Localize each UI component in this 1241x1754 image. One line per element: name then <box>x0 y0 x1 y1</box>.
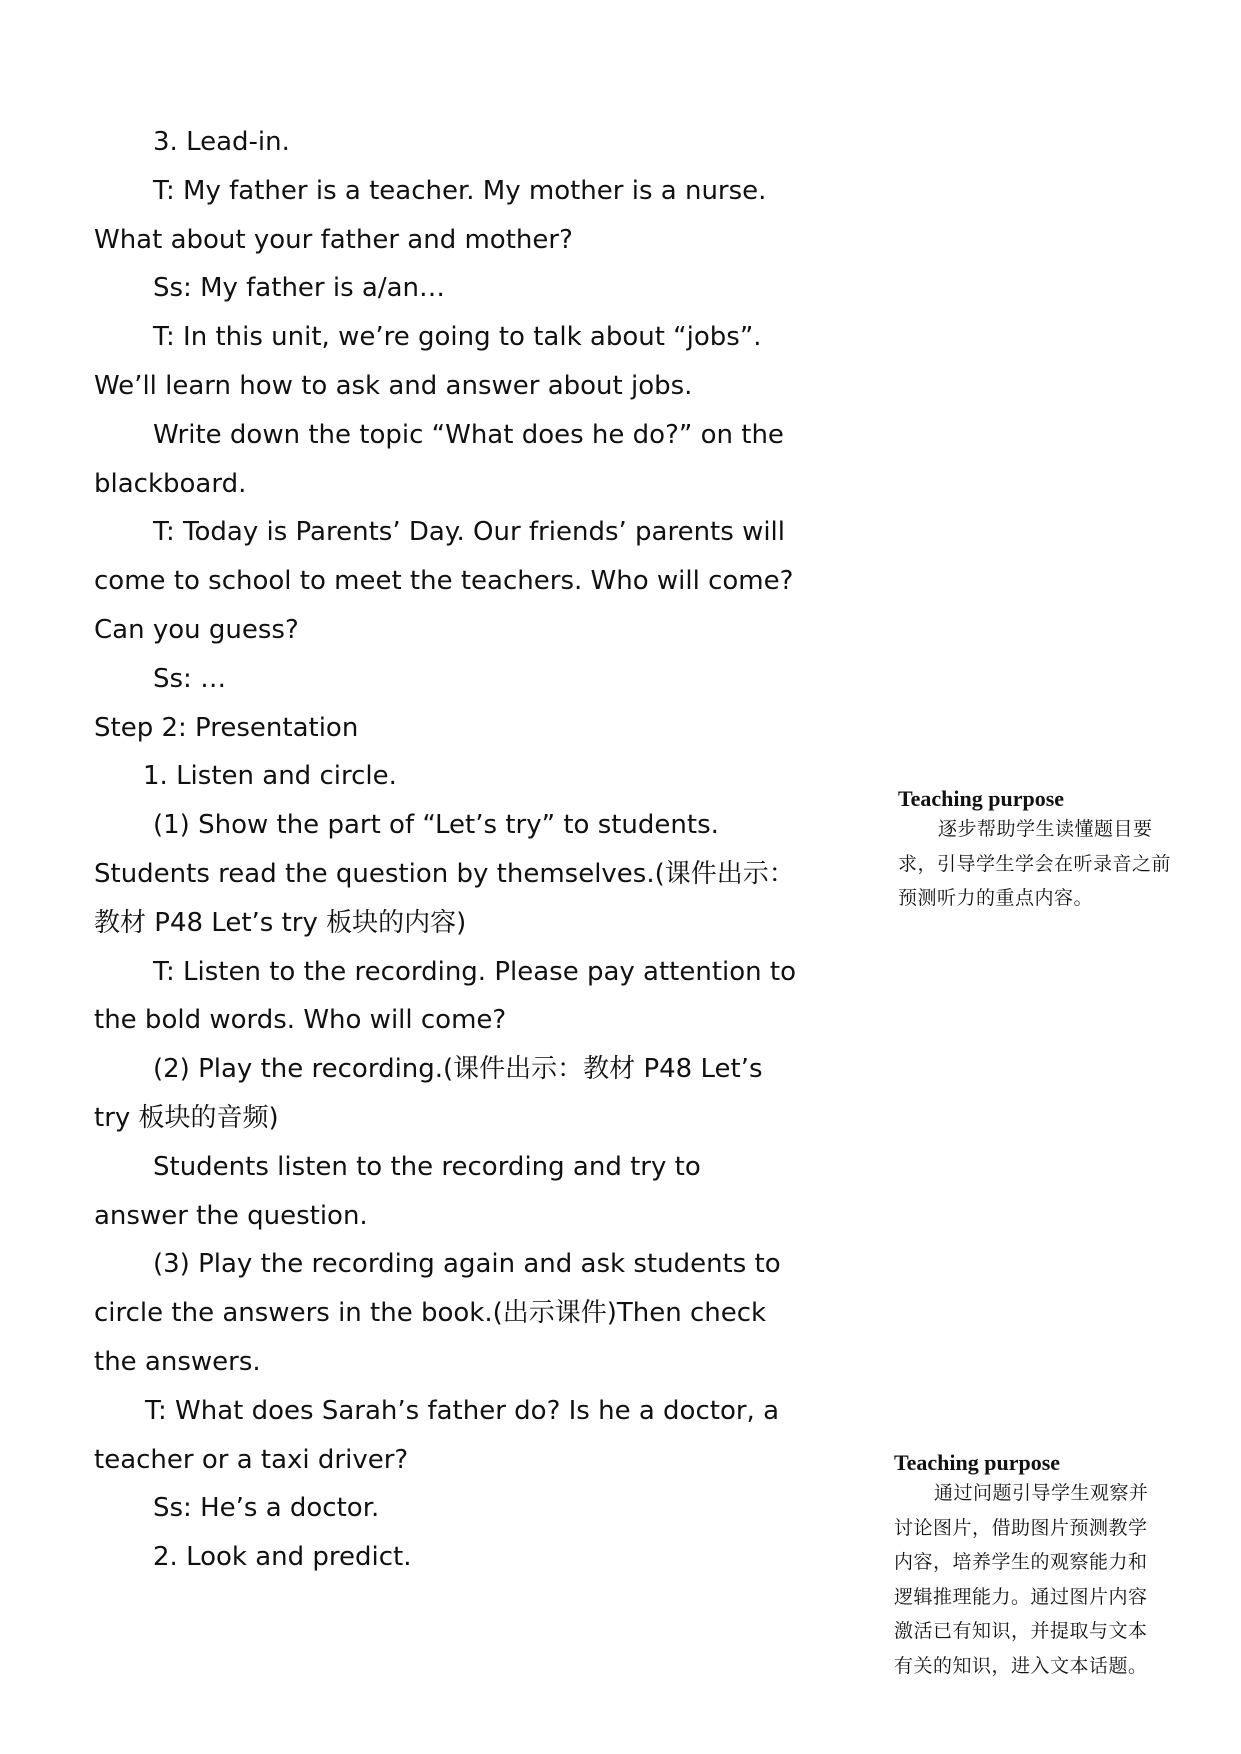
text-line: Write down the topic “What does he do?” on the <box>153 419 784 450</box>
text-line: T: Today is Parents’ Day. Our friends’ parents will <box>153 517 785 548</box>
note-body: 逐步帮助学生读懂题目要求，引导学生学会在听录音之前预测听力的重点内容。 <box>898 818 1172 910</box>
text-line: 2. Look and predict. <box>153 1542 412 1573</box>
text-line: What about your father and mother? <box>94 224 573 255</box>
text-line: teacher or a taxi driver? <box>94 1444 409 1475</box>
text-line: Ss: He’s a doctor. <box>153 1493 380 1524</box>
text-line: the bold words. Who will come? <box>94 1005 507 1036</box>
text-line: (1) Show the part of “Let’s try” to students. <box>153 810 719 841</box>
text-line: We’ll learn how to ask and answer about jobs. <box>94 370 693 401</box>
text-line: the answers. <box>94 1346 261 1377</box>
text-line: come to school to meet the teachers. Who will come? <box>94 566 794 597</box>
text-line: 3. Lead-in. <box>153 127 290 157</box>
section-heading: Step 2: Presentation <box>94 712 359 743</box>
text-line: Can you guess? <box>94 614 299 645</box>
teaching-purpose-note <box>894 1450 1162 1684</box>
text-line: Students listen to the recording and try to <box>153 1151 701 1182</box>
text-line: (3) Play the recording again and ask students to <box>153 1249 781 1280</box>
text-line: circle the answers in the book.(出示课件)Then check <box>94 1298 767 1329</box>
note-body: 通过问题引导学生观察并讨论图片，借助图片预测教学内容，培养学生的观察能力和逻辑推理能力。通过图片内容激活已有知识，并提取与文本有关的知识，进入文本话题。 <box>894 1482 1149 1677</box>
text-line: 教材 P48 Let’s try 板块的内容) <box>94 907 467 938</box>
text-line: Ss: My father is a/an… <box>153 273 446 304</box>
text-line: 1. Listen and circle. <box>143 761 397 792</box>
note-heading: Teaching purpose <box>898 786 1065 811</box>
text-line: blackboard. <box>94 468 247 499</box>
text-line: try 板块的音频) <box>94 1102 279 1133</box>
text-line: T: What does Sarah’s father do? Is he a doctor, a <box>145 1395 780 1426</box>
text-line: T: My father is a teacher. My mother is a nurse. <box>153 175 767 206</box>
teaching-purpose-note <box>898 786 1188 916</box>
text-line: Students read the question by themselves.(课件出示： <box>94 858 795 889</box>
lesson-plan-body <box>94 118 834 1582</box>
text-line: answer the question. <box>94 1200 368 1231</box>
text-line: Ss: … <box>153 663 227 694</box>
text-line: T: In this unit, we’re going to talk about “jobs”. <box>153 322 762 353</box>
text-line: (2) Play the recording.(课件出示：教材 P48 Let’s <box>153 1054 763 1085</box>
text-line: T: Listen to the recording. Please pay attention to <box>153 956 797 987</box>
note-heading: Teaching purpose <box>894 1450 1061 1475</box>
